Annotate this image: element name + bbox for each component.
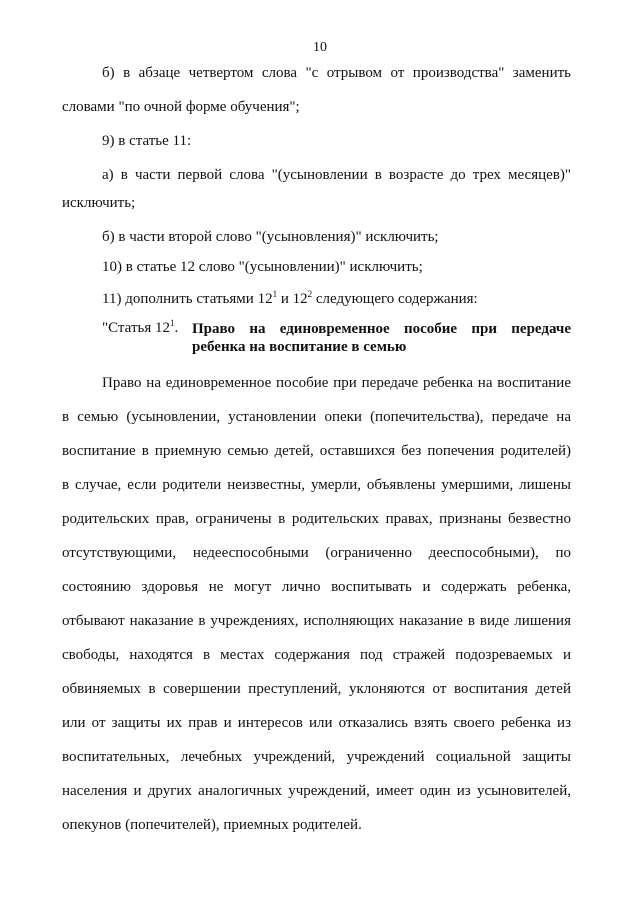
body-line: воспитание в приемную семью детей, оставшихся без попечения родителей) [62,443,571,459]
article-title-line: ребенка на воспитание в семью [192,339,407,355]
paragraph-line: исключить; [62,195,136,211]
body-line: отсутствующими, недееспособными (ограниченно дееспособными), по [62,545,571,561]
body-line: обвиняемых в совершении преступлений, уклоняются от воспитания детей [62,681,571,697]
body-line: населения и других аналогичных учреждений, имеет один из усыновителей, [62,783,571,799]
line-text: и 12 [277,291,308,307]
article-label-text: "Статья 12 [102,320,170,336]
paragraph-line: б) в части второй слово "(усыновления)" исключить; [102,229,439,245]
body-line: в случае, если родители неизвестны, умерли, объявлены умершими, лишены [62,477,571,493]
paragraph-line: а) в части первой слова "(усыновлении в возрасте до трех месяцев)" [102,167,571,183]
body-line: свободы, находятся в местах содержания под стражей подозреваемых и [62,647,571,663]
paragraph-line: 10) в статье 12 слово "(усыновлении)" исключить; [102,259,423,275]
article-label [102,320,178,337]
body-line: состоянию здоровья не могут лично воспитывать и содержать ребенка, [62,579,571,595]
superscript: 1 [169,318,175,328]
superscript: 1 [272,289,278,299]
line-text: следующего содержания: [312,291,478,307]
body-line: Право на единовременное пособие при передаче ребенка на воспитание [102,375,571,391]
paragraph-line: б) в абзаце четвертом слова "с отрывом от производства" заменить [102,65,571,81]
page-number: 10 [313,40,327,55]
article-title-line: Право на единовременное пособие при передаче [192,321,571,337]
paragraph-line: словами "по очной форме обучения"; [62,99,300,115]
article-label-dot: . [174,320,179,336]
superscript: 2 [307,289,313,299]
paragraph-line: 9) в статье 11: [102,133,192,149]
body-line: в семью (усыновлении, установлении опеки (попечительства), передаче на [62,409,571,425]
paragraph-line [102,290,478,308]
body-line: воспитательных, лечебных учреждений, учреждений социальной защиты [62,749,571,765]
line-text: 11) дополнить статьями 12 [102,291,273,307]
body-line: или от защиты их прав и интересов или отказались взять своего ребенка из [62,715,571,731]
body-line: отбывают наказание в учреждениях, исполняющих наказание в виде лишения [62,613,571,629]
body-line: родительских прав, ограничены в родительских правах, признаны безвестно [62,511,571,527]
article-title [192,320,571,356]
body-line: опекунов (попечителей), приемных родителей. [62,817,362,833]
